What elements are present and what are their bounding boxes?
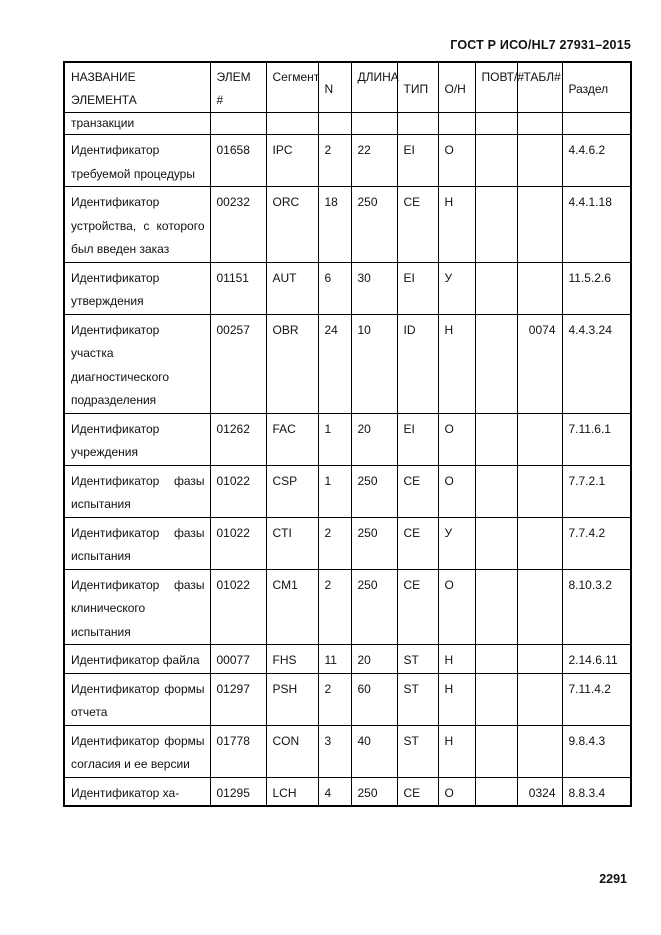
cell-type: CE: [397, 517, 438, 569]
col-header-segment: Сегмент: [266, 62, 318, 113]
cell-name: Идентификатор формы согласия и ее версии: [64, 725, 210, 777]
cell-section: 8.8.3.4: [562, 777, 631, 806]
cell-rep: [475, 314, 517, 413]
cell-rep: [475, 725, 517, 777]
cell-section: 7.7.2.1: [562, 465, 631, 517]
cell-rep: [475, 645, 517, 674]
document-code: ГОСТ Р ИСО/HL7 27931–2015: [450, 38, 631, 52]
cell-type: ST: [397, 725, 438, 777]
cell-section: 2.14.6.11: [562, 645, 631, 674]
cell-type: ST: [397, 645, 438, 674]
table-row: [64, 465, 631, 517]
table-row: [64, 673, 631, 725]
cell-n: 4: [318, 777, 351, 806]
col-header-tabl: ТАБЛ#: [517, 62, 562, 113]
table-row: [64, 262, 631, 314]
cell-rep: [475, 777, 517, 806]
cell-opt: Н: [438, 314, 475, 413]
table-row: [64, 314, 631, 413]
cell-len: 250: [351, 569, 397, 645]
cell-len: 250: [351, 465, 397, 517]
cell-type: EI: [397, 262, 438, 314]
cell-type: ID: [397, 314, 438, 413]
cell-tabl: [517, 673, 562, 725]
cell-rep: [475, 187, 517, 263]
cell-n: 24: [318, 314, 351, 413]
cell-rep: [475, 465, 517, 517]
cell-section: 8.10.3.2: [562, 569, 631, 645]
cell-elem: 01151: [210, 262, 266, 314]
cell-rep: [475, 673, 517, 725]
cell-section: 7.11.6.1: [562, 413, 631, 465]
cell-section: 9.8.4.3: [562, 725, 631, 777]
table-row-continuation: [64, 113, 631, 135]
cell-rep: [475, 517, 517, 569]
cell-type: CE: [397, 777, 438, 806]
cell-rep: [475, 135, 517, 187]
cell-segment: OBR: [266, 314, 318, 413]
cell-segment: FAC: [266, 413, 318, 465]
cell-type: CE: [397, 569, 438, 645]
cell-section: 7.11.4.2: [562, 673, 631, 725]
cell-opt: О: [438, 413, 475, 465]
cell-len: 30: [351, 262, 397, 314]
cell-name: Идентификатор фазы испытания: [64, 465, 210, 517]
col-header-type: ТИП: [397, 62, 438, 113]
col-header-name: НАЗВАНИЕ ЭЛЕМЕНТА: [64, 62, 210, 113]
table-row: [64, 569, 631, 645]
cell-len: 10: [351, 314, 397, 413]
cell-elem: 01022: [210, 465, 266, 517]
cell-section: 11.5.2.6: [562, 262, 631, 314]
cell-name: Идентификатор формы отчета: [64, 673, 210, 725]
cell-elem: 01658: [210, 135, 266, 187]
cell-n: 1: [318, 465, 351, 517]
cell-segment: CSP: [266, 465, 318, 517]
cell-opt: О: [438, 569, 475, 645]
cell-n: 2: [318, 569, 351, 645]
cell-name: Идентификатор требуемой процедуры: [64, 135, 210, 187]
cell-n: 2: [318, 673, 351, 725]
cell-opt: О: [438, 135, 475, 187]
cell-tabl: 0324: [517, 777, 562, 806]
col-header-section: Раздел: [562, 62, 631, 113]
cell-name: Идентификатор утверждения: [64, 262, 210, 314]
cell-tabl: [517, 645, 562, 674]
cell-len: 20: [351, 413, 397, 465]
cell-opt: О: [438, 777, 475, 806]
cell-type: CE: [397, 187, 438, 263]
table-row: [64, 725, 631, 777]
cell-name: Идентификатор учреждения: [64, 413, 210, 465]
cell-n: 18: [318, 187, 351, 263]
cell-len: 250: [351, 187, 397, 263]
cell-tabl: 0074: [517, 314, 562, 413]
cell-segment: AUT: [266, 262, 318, 314]
cell-len: 20: [351, 645, 397, 674]
cell-continuation: транзакции: [64, 113, 210, 135]
cell-elem: 01295: [210, 777, 266, 806]
cell-name: Идентификатор фазы клинического испытания: [64, 569, 210, 645]
cell-opt: У: [438, 262, 475, 314]
table-row: [64, 413, 631, 465]
page-number: 2291: [599, 872, 627, 886]
cell-elem: 00232: [210, 187, 266, 263]
cell-n: 3: [318, 725, 351, 777]
cell-segment: LCH: [266, 777, 318, 806]
cell-name: Идентификатор ха-: [64, 777, 210, 806]
cell-elem: 01297: [210, 673, 266, 725]
cell-section: 4.4.6.2: [562, 135, 631, 187]
cell-name: Идентификатор файла: [64, 645, 210, 674]
cell-segment: ORC: [266, 187, 318, 263]
cell-segment: IPC: [266, 135, 318, 187]
cell-tabl: [517, 135, 562, 187]
cell-section: 7.7.4.2: [562, 517, 631, 569]
cell-rep: [475, 569, 517, 645]
col-header-opt: О/Н: [438, 62, 475, 113]
cell-segment: CM1: [266, 569, 318, 645]
cell-opt: Н: [438, 725, 475, 777]
cell-opt: О: [438, 465, 475, 517]
table-row: [64, 187, 631, 263]
col-header-length: ДЛИНА: [351, 62, 397, 113]
cell-len: 22: [351, 135, 397, 187]
cell-opt: У: [438, 517, 475, 569]
cell-segment: PSH: [266, 673, 318, 725]
cell-tabl: [517, 187, 562, 263]
cell-name: Идентификатор фазы испытания: [64, 517, 210, 569]
cell-segment: CON: [266, 725, 318, 777]
cell-opt: Н: [438, 187, 475, 263]
cell-opt: Н: [438, 673, 475, 725]
cell-tabl: [517, 465, 562, 517]
cell-elem: 01262: [210, 413, 266, 465]
cell-tabl: [517, 725, 562, 777]
cell-n: 11: [318, 645, 351, 674]
cell-name: Идентификатор участка диагностического подразделения: [64, 314, 210, 413]
cell-tabl: [517, 413, 562, 465]
cell-len: 250: [351, 517, 397, 569]
cell-tabl: [517, 262, 562, 314]
table-row: [64, 517, 631, 569]
table-header-row: [64, 62, 631, 113]
cell-n: 2: [318, 517, 351, 569]
cell-segment: CTI: [266, 517, 318, 569]
cell-n: 1: [318, 413, 351, 465]
cell-segment: FHS: [266, 645, 318, 674]
cell-len: 250: [351, 777, 397, 806]
cell-section: 4.4.3.24: [562, 314, 631, 413]
cell-elem: 01022: [210, 517, 266, 569]
cell-len: 40: [351, 725, 397, 777]
table-row: [64, 777, 631, 806]
data-elements-table: [63, 61, 632, 807]
col-header-elem: ЭЛЕМ #: [210, 62, 266, 113]
table-row: [64, 645, 631, 674]
col-header-rep: ПОВТ/#: [475, 62, 517, 113]
cell-tabl: [517, 569, 562, 645]
cell-elem: 00077: [210, 645, 266, 674]
cell-type: ST: [397, 673, 438, 725]
cell-n: 6: [318, 262, 351, 314]
cell-section: 4.4.1.18: [562, 187, 631, 263]
cell-elem: 00257: [210, 314, 266, 413]
cell-type: EI: [397, 135, 438, 187]
cell-name: Идентификатор устройства, с которого был введен заказ: [64, 187, 210, 263]
cell-len: 60: [351, 673, 397, 725]
col-header-n: N: [318, 62, 351, 113]
cell-elem: 01778: [210, 725, 266, 777]
cell-type: CE: [397, 465, 438, 517]
cell-n: 2: [318, 135, 351, 187]
cell-tabl: [517, 517, 562, 569]
cell-rep: [475, 413, 517, 465]
table-row: [64, 135, 631, 187]
cell-opt: Н: [438, 645, 475, 674]
cell-elem: 01022: [210, 569, 266, 645]
cell-type: EI: [397, 413, 438, 465]
cell-rep: [475, 262, 517, 314]
